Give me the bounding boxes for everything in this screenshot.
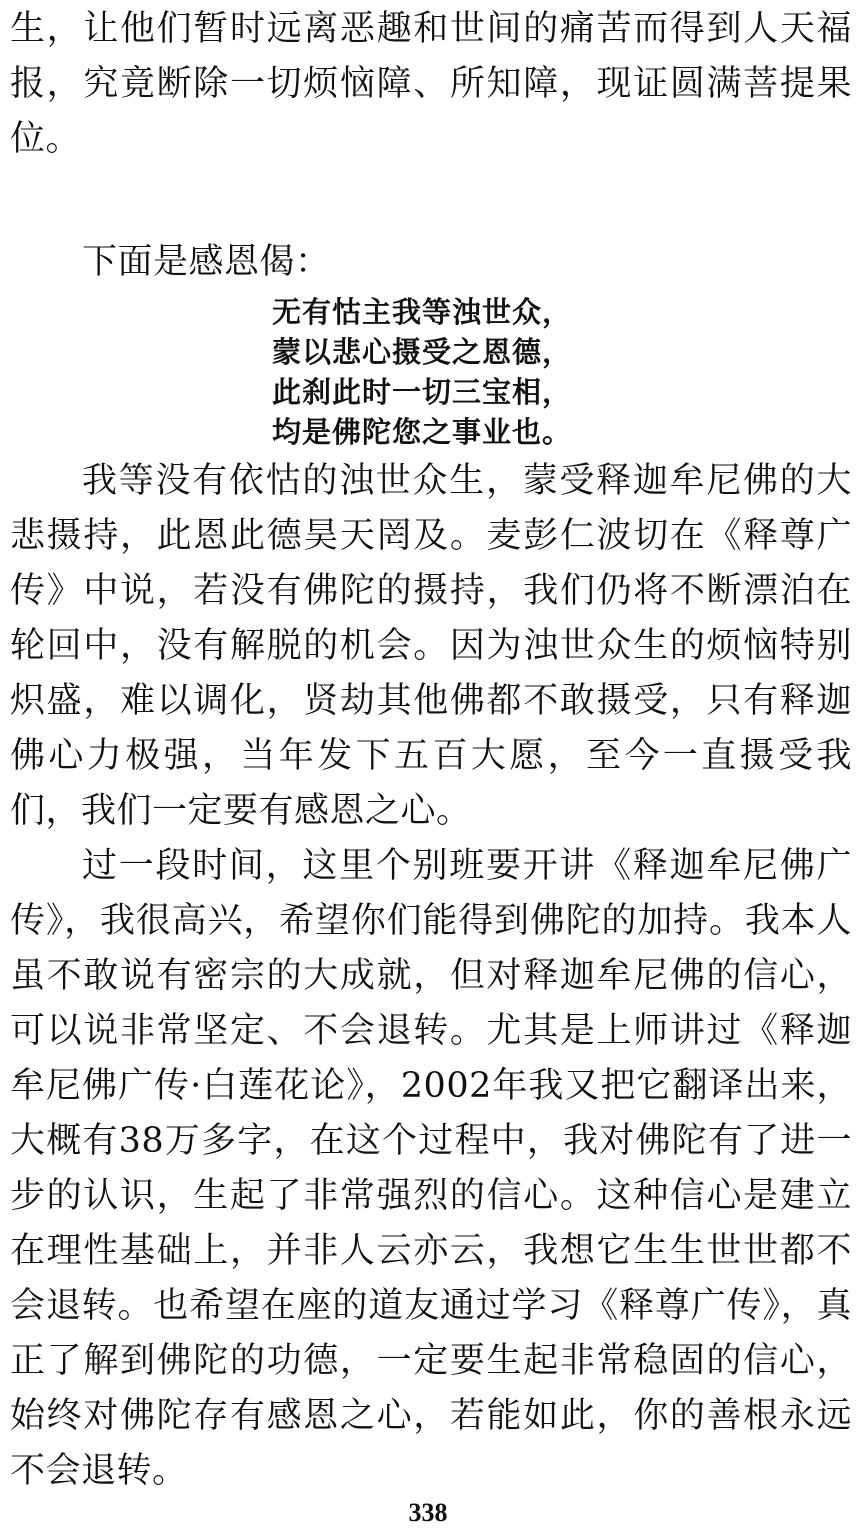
verse-line: 均是佛陀您之事业也。 [272, 415, 573, 449]
gratitude-verse [272, 292, 852, 452]
verse-line: 蒙以悲心摄受之恩德， [272, 335, 573, 369]
document-page [10, 0, 852, 1499]
paragraph-gratitude: 我等没有依怙的浊世众生，蒙受释迦牟尼佛的大悲摄持，此恩此德昊天罔及。麦彭仁波切在《释尊广传》中说，若没有佛陀的摄持，我们仍将不断漂泊在轮回中，没有解脱的机会。因为浊世众生的烦恼特别炽盛，难以调化，贤劫其他佛都不敢摄受，只有释迦佛心力极强，当年发下五百大愿，至今一直摄受我们，我们一定要有感恩之心。 [10, 461, 852, 831]
verse-intro: 下面是感恩偈： [82, 242, 331, 282]
page-number: 338 [408, 1498, 448, 1527]
verse-line: 此刹此时一切三宝相， [272, 375, 573, 409]
paragraph-continued: 生，让他们暂时远离恶趣和世间的痛苦而得到人天福报，究竟断除一切烦恼障、所知障，现证圆满菩提果位。 [10, 9, 852, 159]
paragraph-biography: 过一段时间，这里个别班要开讲《释迦牟尼佛广传》，我很高兴，希望你们能得到佛陀的加持。我本人虽不敢说有密宗的大成就，但对释迦牟尼佛的信心，可以说非常坚定、不会退转。尤其是上师讲过《释迦牟尼佛广传·白莲花论》，2002年我又把它翻译出来，大概有38万多字，在这个过程中，我对佛陀有了进一步的认识，生起了非常强烈的信心。这种信心是建立在理性基础上，并非人云亦云，我想它生生世世都不会退转。也希望在座的道友通过学习《释尊广传》，真正了解到佛陀的功德，一定要生起非常稳固的信心，始终对佛陀存有感恩之心，若能如此，你的善根永远不会退转。 [10, 846, 852, 1491]
verse-line: 无有怙主我等浊世众， [272, 295, 573, 329]
paragraph-gap [10, 167, 852, 217]
